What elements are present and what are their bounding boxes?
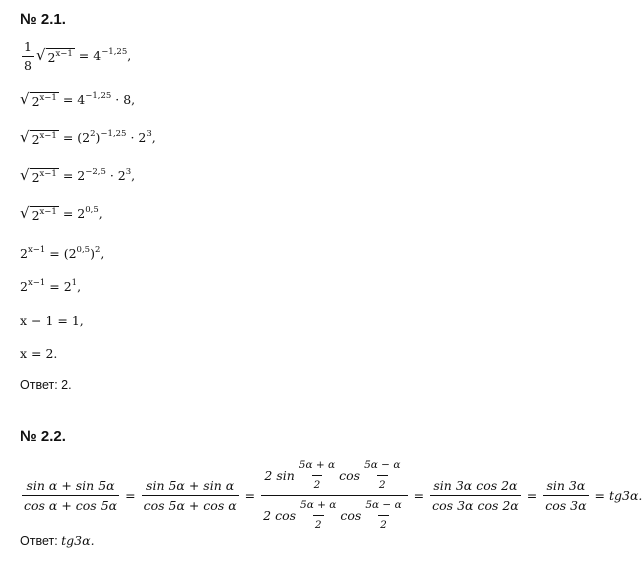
problem-2-1-heading: № 2.1. — [20, 11, 66, 28]
square-root: √ $2^{x-1}$ — [20, 166, 57, 185]
step-9: x = 2. — [20, 346, 58, 361]
square-root: √ $2^{x-1}$ — [20, 90, 57, 109]
fraction-5: $\frac{\sin 3\alpha}{\cos 3\alpha}$ — [545, 478, 587, 513]
step-2: √ $2^{x-1}$ = $4^{-1,25} \cdot 8$, — [20, 90, 136, 109]
fraction-3-sum-to-product: 2 sin $\frac{5\alpha + \alpha}{2}$ cos $\frac{5\alpha - \alpha}{2}$ 2 cos $\frac{5\alpha + \alpha}{2}$ cos $\frac{5\alpha - \alpha}{2}$ — [261, 458, 408, 533]
result: = tg3α. — [594, 488, 642, 503]
identity-chain: $\frac{\text{sin α + sin 5α}}{\text{cos α + cos 5α}}$ = $\frac{\text{sin 5α + sin α}}{\text{cos 5α + cos α}}$ = 2 sin $\frac{5\alpha + \alpha}{2}$ cos $\frac{5\alpha - \alpha}{2}$ 2 cos $\frac{5\alpha + \alpha}{2}$ cos $\frac{5\alpha - \alpha}{2}$ = $\frac{\text{sin 3α cos 2α}}{\text{cos 3α cos 2α}}$ = $\frac{\sin 3\alpha}{\cos 3\alpha}$ = tg3α. — [24, 459, 642, 531]
answer-2-1: Ответ: 2. — [20, 378, 72, 392]
step-4: √ $2^{x-1}$ = $2^{-2,5} \cdot 2^3$, — [20, 166, 136, 185]
step-6: $2^{x-1} = (2^{0,5})^2$, — [20, 245, 105, 261]
fraction-4: $\frac{\text{sin 3α cos 2α}}{\text{cos 3α cos 2α}}$ — [432, 478, 519, 513]
step-8: x − 1 = 1, — [20, 313, 84, 328]
fraction-2: $\frac{\text{sin 5α + sin α}}{\text{cos 5α + cos α}}$ — [143, 478, 237, 513]
fraction-1: $\frac{\text{sin α + sin 5α}}{\text{cos α + cos 5α}}$ — [24, 478, 118, 513]
step-5: √ $2^{x-1}$ = $2^{0,5}$, — [20, 204, 103, 223]
problem-2-2-heading: № 2.2. — [20, 428, 66, 445]
fraction-one-eighth: $\frac{1}{8}$ — [24, 39, 32, 73]
answer-2-2: Ответ: tg3α. — [20, 533, 95, 548]
square-root: √ $2^{x-1}$ — [20, 204, 57, 223]
step-3: √ $2^{x-1}$ = $(2^2)^{-1,25} \cdot 2^3$, — [20, 128, 156, 147]
step-7: $2^{x-1} = 2^1$, — [20, 278, 82, 294]
square-root: √ $2^{x-1}$ — [35, 46, 73, 65]
square-root: √ $2^{x-1}$ — [20, 128, 57, 147]
step-1: $\frac{1}{8}$ √ $2^{x-1}$ = $4^{-1,25}$, — [24, 39, 132, 73]
